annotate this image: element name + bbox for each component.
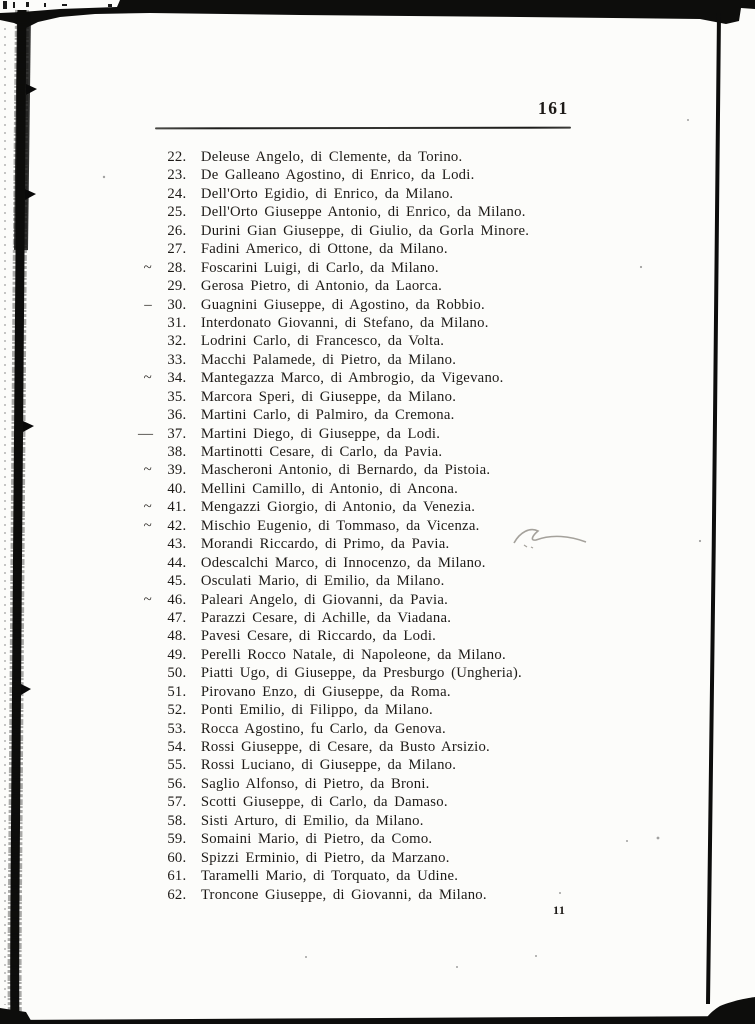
entry-number: 40. — [167, 480, 187, 497]
entry-number: 45. — [167, 573, 187, 590]
entry-number: 25. — [167, 204, 187, 221]
handwritten-tick-mark: ~ — [143, 462, 152, 479]
list-item — [0, 388, 720, 406]
entry-text: Mantegazza Marco, di Ambrogio, da Vigevano. — [200, 370, 504, 387]
entry-text: Pavesi Cesare, di Riccardo, da Lodi. — [200, 628, 437, 645]
entry-number: 49. — [167, 646, 187, 663]
entry-text: Macchi Palamede, di Pietro, da Milano. — [200, 351, 457, 368]
entry-number: 41. — [167, 499, 187, 516]
list-item — [0, 240, 720, 258]
entry-number: 58. — [167, 812, 187, 829]
entry-number: 60. — [167, 849, 187, 866]
list-item — [0, 517, 720, 535]
entry-number: 57. — [167, 794, 187, 811]
list-item — [0, 480, 720, 498]
entry-text: Mischio Eugenio, di Tommaso, da Vicenza. — [200, 517, 480, 534]
entry-text: Mellini Camillo, di Antonio, di Ancona. — [200, 480, 459, 497]
entry-text: Morandi Riccardo, di Primo, da Pavia. — [200, 536, 450, 553]
list-item — [0, 572, 720, 590]
list-item — [0, 812, 720, 830]
entry-text: Somaini Mario, di Pietro, da Como. — [200, 831, 433, 848]
bottom-right-corner-blob — [702, 997, 755, 1024]
list-item — [0, 609, 720, 627]
list-item — [0, 683, 720, 701]
bottom-left-corner-blob — [0, 1008, 33, 1024]
list-item — [0, 443, 720, 461]
top-left-corner-paper — [0, 0, 120, 13]
entry-text: Martini Carlo, di Palmiro, da Cremona. — [200, 407, 455, 424]
entry-text: Ponti Emilio, di Filippo, da Milano. — [200, 702, 433, 719]
entry-number: 34. — [167, 370, 187, 387]
entry-text: Mengazzi Giorgio, di Antonio, da Venezia. — [200, 499, 476, 516]
entry-text: Marcora Speri, di Giuseppe, da Milano. — [200, 388, 457, 405]
entry-number: 22. — [167, 149, 187, 165]
handwritten-tick-mark: ~ — [143, 259, 152, 276]
entry-number: 46. — [167, 591, 187, 608]
list-item — [0, 886, 720, 904]
entry-text: Osculati Mario, di Emilio, da Milano. — [200, 573, 445, 590]
entry-text: Troncone Giuseppe, di Giovanni, da Milano. — [200, 886, 487, 903]
list-item — [0, 259, 720, 277]
header-rule — [155, 127, 571, 130]
entry-number: 36. — [167, 407, 187, 424]
entry-number: 51. — [167, 683, 187, 700]
entry-text: Odescalchi Marco, di Innocenzo, da Milano. — [200, 554, 486, 571]
list-item — [0, 830, 720, 848]
entry-number: 38. — [167, 444, 187, 460]
entry-number: 61. — [167, 868, 187, 885]
list-item — [0, 148, 720, 166]
list-item — [0, 554, 720, 572]
list-item — [0, 849, 720, 867]
handwritten-tick-mark: — — [138, 425, 154, 442]
entry-number: 52. — [167, 702, 187, 719]
entry-text: Lodrini Carlo, di Francesco, da Volta. — [200, 333, 445, 350]
top-edge-band — [0, 0, 755, 28]
list-item — [0, 277, 720, 295]
entry-number: 23. — [167, 167, 187, 184]
entry-number: 27. — [167, 241, 187, 258]
list-item — [0, 461, 720, 479]
entry-text: Gerosa Pietro, di Antonio, da Laorca. — [200, 278, 443, 295]
list-item — [0, 867, 720, 885]
handwritten-tick-mark: – — [144, 296, 152, 313]
entry-number: 55. — [167, 757, 187, 774]
entry-number: 56. — [167, 775, 187, 792]
entry-text: Rossi Giuseppe, di Cesare, da Busto Arsizio. — [200, 739, 490, 755]
entry-number: 50. — [167, 665, 187, 682]
signature-mark: 11 — [553, 903, 566, 917]
list-item — [0, 203, 720, 221]
entry-number: 29. — [167, 278, 187, 295]
entry-text: Martinotti Cesare, di Carlo, da Pavia. — [200, 444, 443, 460]
entry-text: Interdonato Giovanni, di Stefano, da Milano. — [200, 314, 489, 331]
entry-number: 54. — [167, 739, 187, 755]
entry-text: Saglio Alfonso, di Pietro, da Broni. — [200, 775, 430, 792]
list-item — [0, 296, 720, 314]
entry-text: Rocca Agostino, fu Carlo, da Genova. — [200, 720, 446, 737]
entry-number: 30. — [167, 296, 187, 313]
bottom-edge-strip — [0, 1016, 755, 1024]
entry-text: Paleari Angelo, di Giovanni, da Pavia. — [200, 591, 449, 608]
handwritten-tick-mark: ~ — [143, 499, 152, 516]
list-item — [0, 351, 720, 369]
list-item — [0, 222, 720, 240]
list-item — [0, 166, 720, 184]
list-item — [0, 756, 720, 774]
entry-text: Dell'Orto Egidio, di Enrico, da Milano. — [200, 185, 454, 202]
entry-number: 39. — [167, 462, 187, 479]
entry-text: Sisti Arturo, di Emilio, da Milano. — [200, 812, 424, 829]
entry-number: 43. — [167, 536, 187, 553]
entry-text: Rossi Luciano, di Giuseppe, da Milano. — [200, 757, 457, 774]
list-item — [0, 664, 720, 682]
list-item — [0, 498, 720, 516]
entry-text: Guagnini Giuseppe, di Agostino, da Robbio. — [200, 296, 485, 313]
entry-number: 33. — [167, 351, 187, 368]
entry-text: Deleuse Angelo, di Clemente, da Torino. — [200, 149, 463, 165]
entries-list — [0, 148, 720, 904]
list-item — [0, 314, 720, 332]
entry-text: Fadini Americo, di Ottone, da Milano. — [200, 241, 448, 258]
entry-text: Durini Gian Giuseppe, di Giulio, da Gorla Minore. — [200, 222, 530, 239]
entry-number: 42. — [167, 517, 187, 534]
entry-number: 47. — [167, 609, 187, 626]
entry-text: Martini Diego, di Giuseppe, da Lodi. — [200, 425, 441, 442]
list-item — [0, 793, 720, 811]
entry-text: Scotti Giuseppe, di Carlo, da Damaso. — [200, 794, 448, 811]
top-left-corner-marks — [3, 1, 112, 9]
list-item — [0, 775, 720, 793]
list-item — [0, 535, 720, 553]
list-item — [0, 185, 720, 203]
entry-number: 32. — [167, 333, 187, 350]
entry-text: De Galleano Agostino, di Enrico, da Lodi. — [200, 167, 475, 184]
entry-number: 28. — [167, 259, 187, 276]
entry-number: 53. — [167, 720, 187, 737]
entry-text: Spizzi Erminio, di Pietro, da Marzano. — [200, 849, 450, 866]
entry-text: Piatti Ugo, di Giuseppe, da Presburgo (Ungheria). — [200, 665, 522, 682]
handwritten-tick-mark: ~ — [143, 591, 152, 608]
list-item — [0, 425, 720, 443]
list-item — [0, 591, 720, 609]
handwritten-tick-mark: ~ — [143, 370, 152, 387]
list-item — [0, 332, 720, 350]
entry-text: Dell'Orto Giuseppe Antonio, di Enrico, da Milano. — [200, 204, 526, 221]
entry-number: 62. — [167, 886, 187, 903]
entry-text: Perelli Rocco Natale, di Napoleone, da Milano. — [200, 646, 506, 663]
handwritten-tick-mark: ~ — [143, 517, 152, 534]
list-item — [0, 701, 720, 719]
entry-number: 48. — [167, 628, 187, 645]
entry-text: Taramelli Mario, di Torquato, da Udine. — [200, 868, 459, 885]
entry-text: Foscarini Luigi, di Carlo, da Milano. — [200, 259, 439, 276]
entry-number: 35. — [167, 388, 187, 405]
list-item — [0, 646, 720, 664]
page-number: 161 — [538, 98, 569, 118]
list-item — [0, 369, 720, 387]
entry-number: 24. — [167, 185, 187, 202]
entry-number: 26. — [167, 222, 187, 239]
list-item — [0, 627, 720, 645]
entry-text: Parazzi Cesare, di Achille, da Viadana. — [200, 609, 452, 626]
entry-text: Mascheroni Antonio, di Bernardo, da Pistoia. — [200, 462, 491, 479]
list-item — [0, 720, 720, 738]
entry-text: Pirovano Enzo, di Giuseppe, da Roma. — [200, 683, 451, 700]
list-item — [0, 406, 720, 424]
list-item — [0, 738, 720, 756]
entry-number: 59. — [167, 831, 187, 848]
entry-number: 31. — [167, 314, 187, 331]
entry-number: 44. — [167, 554, 187, 571]
entry-number: 37. — [167, 425, 187, 442]
